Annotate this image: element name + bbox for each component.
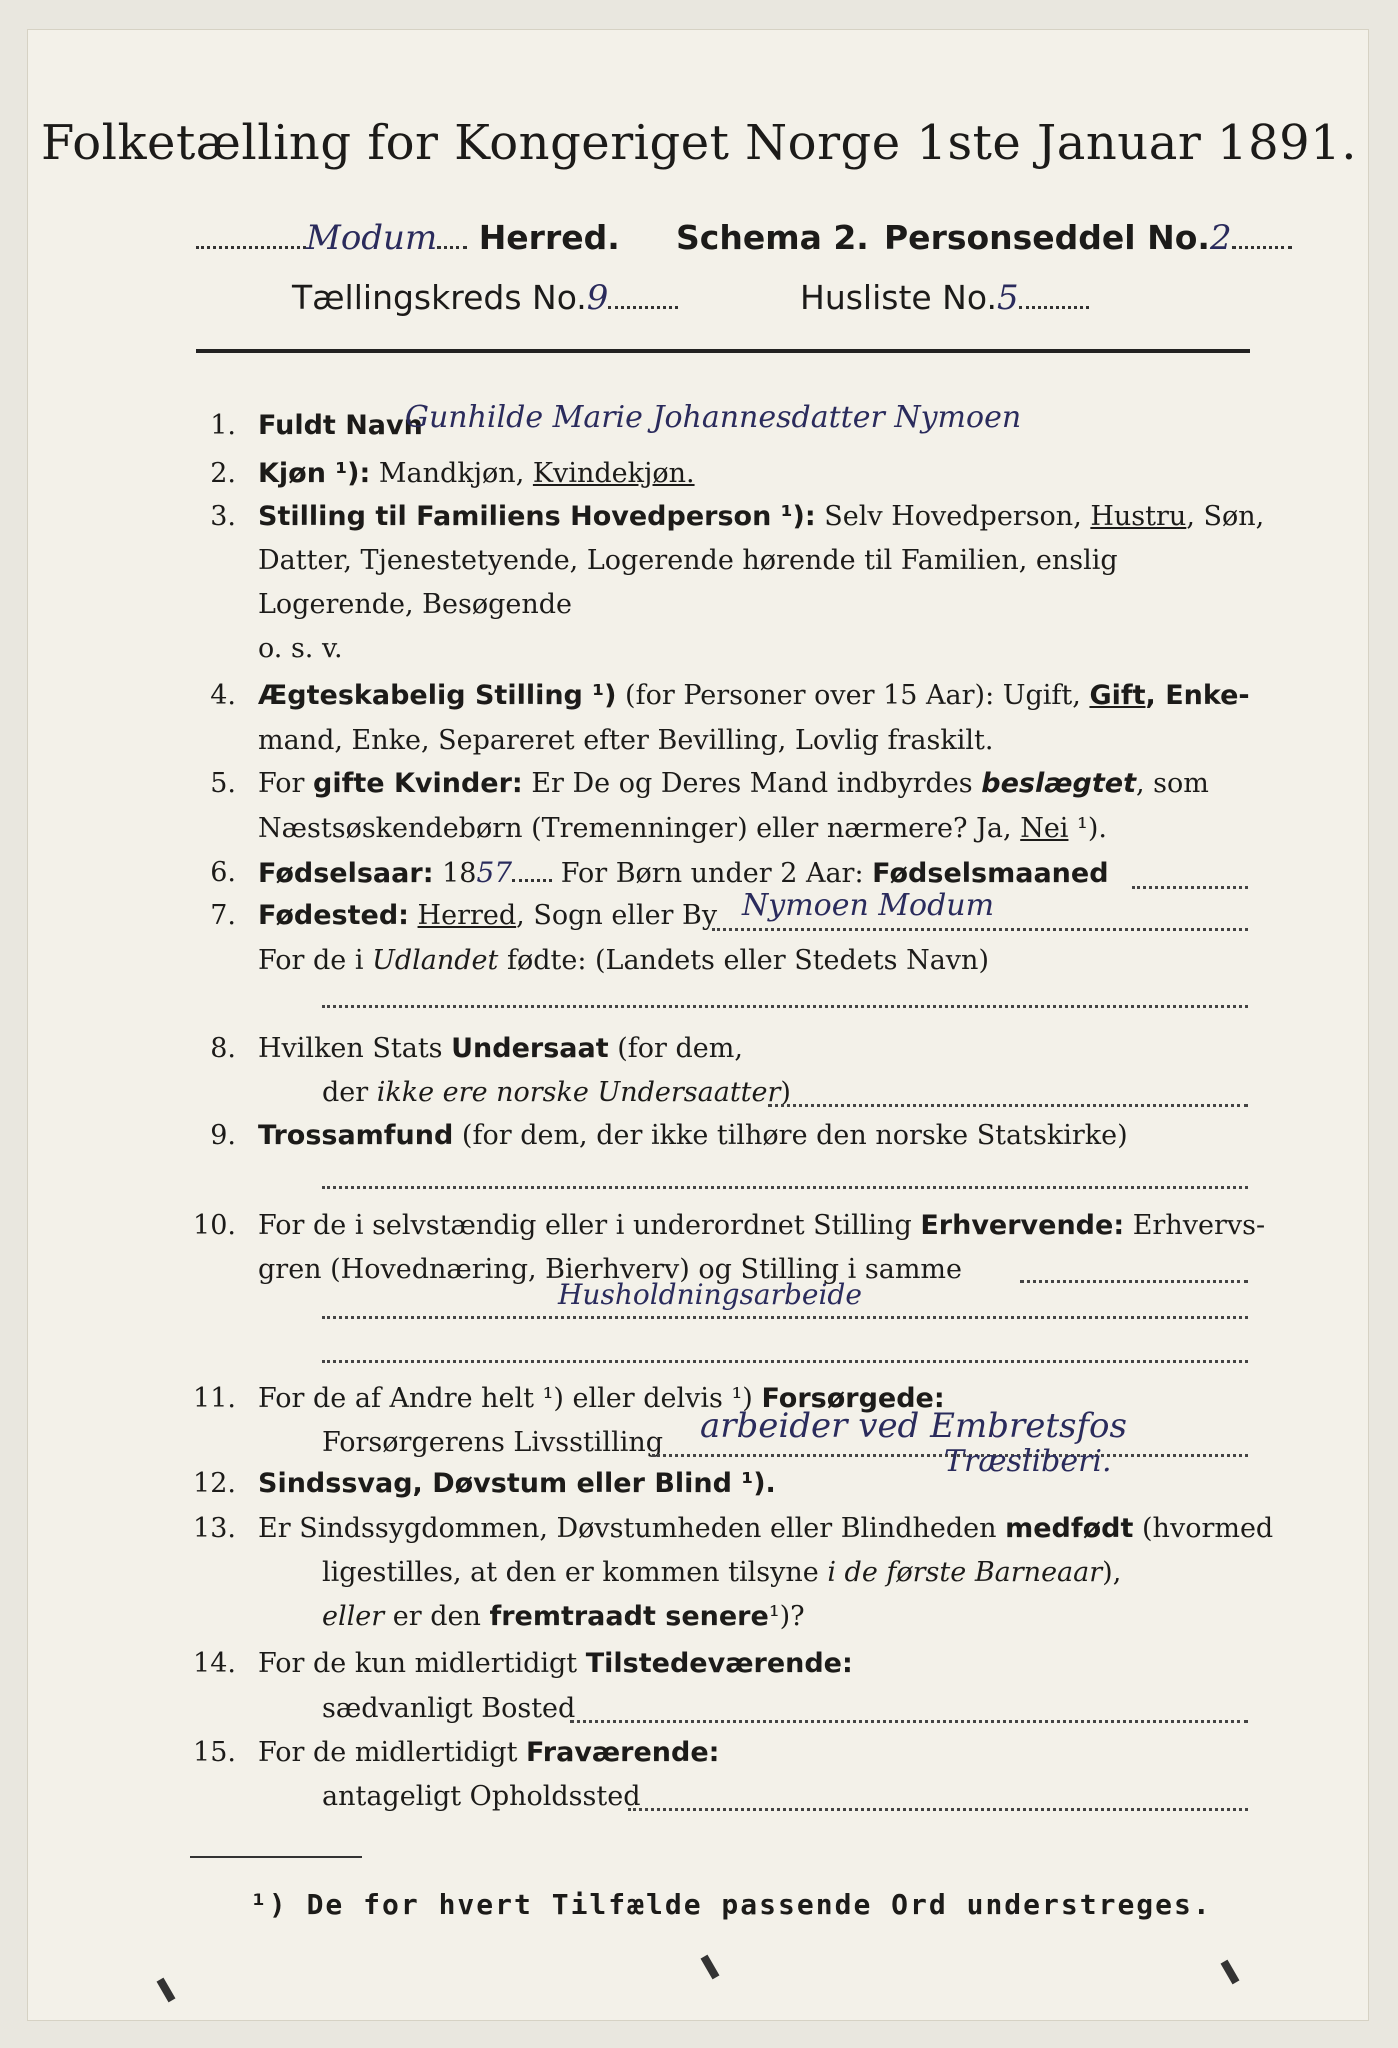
option-text: ligestilles, at den er kommen tilsyne [322,1557,819,1588]
gender-label: Kjøn ¹): [258,458,371,489]
item-number: 15. [193,1737,236,1768]
item-number: 11. [193,1383,236,1414]
family-position-selected: Hustru [1090,501,1187,532]
item-number: 2. [210,458,236,489]
schema-label: Schema 2. [676,218,869,257]
family-position-line4: o. s. v. [258,633,343,664]
birth-year-label: Fødselsaar: [258,858,434,889]
option-text: ¹)? [768,1601,805,1632]
option-text: For de midlertidigt [258,1737,518,1768]
husliste-line [800,278,1089,318]
option-text: For Børn under 2 Aar: [560,858,864,889]
item-number: 5. [210,768,236,799]
option-text: Selv Hovedperson, [824,501,1082,532]
full-name-label: Fuldt Navn [258,410,423,441]
item-number: 8. [210,1033,236,1064]
item-number: 9. [210,1120,236,1151]
herred-value: Modum [306,218,438,258]
item-number: 13. [193,1513,236,1544]
item-number: 4. [210,680,236,711]
occupation-field-2 [322,1316,1248,1319]
item-number: 3. [210,501,236,532]
item-number: 10. [193,1210,236,1241]
option-text: , som [1135,768,1209,799]
probable-residence-label: antageligt Opholdssted [322,1781,641,1812]
birthplace-label: Fødested: [258,900,409,931]
childhood-term: i de første Barneaar [827,1557,1103,1588]
occupation-field-1 [1020,1280,1248,1283]
religion-label: Trossamfund [258,1120,454,1151]
item-number: 6. [210,857,236,888]
birthplace-field [712,928,1248,931]
supporter-occupation-answer-2: Træsliberi. [944,1444,1112,1479]
option-text: Erhvervs- [1132,1210,1266,1241]
option-text: Er Sindssygdommen, Døvstumheden eller Blindheden [258,1513,997,1544]
option-text: , Enke- [1145,680,1250,711]
birthplace-selected: Herred [417,900,517,931]
family-position-line3: Logerende, Besøgende [258,589,572,620]
marital-status-label: Ægteskabelig Stilling ¹) [258,680,617,711]
option-text: For [258,768,305,799]
kinship-question: Næstsøskendebørn (Tremenninger) eller nærmere? Ja, [258,813,1012,844]
family-position-line2: Datter, Tjenestetyende, Logerende hørende til Familien, enslig [258,545,1118,576]
option-text: Hvilken Stats [258,1033,443,1064]
option-text: (for dem, [617,1033,743,1064]
item-number: 7. [210,900,236,931]
footnote-rule [190,1856,362,1858]
marital-status-line2: mand, Enke, Separeret efter Bevilling, Lovlig fraskilt. [258,725,994,756]
gender-option-female: Kvindekjøn. [532,458,695,489]
item-number: 12. [193,1468,236,1499]
option-text: For de kun midlertidigt [258,1648,578,1679]
birth-month-field [1132,886,1248,889]
religion-field [322,1186,1248,1189]
disability-label: Sindssvag, Døvstum eller Blind ¹). [258,1468,776,1499]
husliste-value: 5 [996,278,1019,318]
birth-year-value: 57 [476,856,513,889]
option-text: der [322,1077,369,1108]
item-number: 1. [210,410,236,441]
supporter-occupation-answer: arbeider ved Embretsfos [700,1406,1127,1446]
birth-year-prefix: 18 [442,858,477,889]
later-onset-label: fremtraadt senere [489,1601,769,1632]
abroad-field [322,1005,1248,1008]
abroad-question: fødte: (Landets eller Stedets Navn) [506,945,989,976]
usual-residence-label: sædvanligt Bosted [322,1693,576,1724]
husliste-label: Husliste No. [800,278,997,317]
birthplace-answer: Nymoen Modum [742,888,995,923]
personseddel-value: 2 [1209,218,1232,258]
option-text: er den [392,1601,481,1632]
abroad-term: Udlandet [372,945,499,976]
married-women-label: gifte Kvinder: [313,768,523,799]
personseddel-label: Personseddel No. [884,218,1210,257]
usual-residence-field [570,1720,1248,1723]
occupation-answer: Husholdningsarbeide [558,1278,862,1311]
option-text: For de i selvstændig eller i underordnet Stilling [258,1210,912,1241]
marital-status-selected: Gift [1089,680,1146,711]
option-text: Er De og Deres Mand indbyrdes [531,768,973,799]
personseddel-line [884,218,1292,258]
occupation-line2: gren (Hovednæring, Bierhverv) og Stilling i samme [258,1254,963,1285]
occupation-field-3 [322,1360,1248,1363]
option-text: , Sogn eller By [516,900,718,931]
herred-line [196,218,620,258]
birth-month-label: Fødselsmaaned [872,858,1109,889]
taellingskreds-label: Tællingskreds No. [292,278,587,317]
congenital-label: medfødt [1005,1513,1134,1544]
kinship-answer-selected: Nei [1020,813,1069,844]
option-text: (hvormed [1142,1513,1274,1544]
taellingskreds-value: 9 [586,278,609,318]
temporarily-absent-label: Fraværende: [526,1737,720,1768]
footnote: ¹) De for hvert Tilfælde passende Ord understreges. [250,1888,1212,1921]
occupation-label: Erhvervende: [920,1210,1125,1241]
citizenship-field [768,1104,1248,1107]
citizenship-condition: ikke ere norske Undersaatter [376,1077,781,1108]
option-text: ), [1102,1557,1122,1588]
option-text: For de af Andre helt ¹) eller delvis ¹) [258,1383,753,1414]
option-text: (for Personer over 15 Aar): Ugift, [625,680,1081,711]
kinship-term: beslægtet [981,768,1136,799]
header-rule [196,349,1250,353]
temporarily-present-label: Tilstedeværende: [585,1648,853,1679]
option-text: For de i [258,945,364,976]
herred-label: Herred. [478,218,620,257]
option-text: ) [780,1077,791,1108]
supporter-occupation-label: Forsørgerens Livsstilling [322,1427,664,1458]
taellingskreds-line [292,278,678,318]
gender-option-male: Mandkjøn, [378,458,525,489]
form-title: Folketælling for Kongeriget Norge 1ste Januar 1891. [41,115,1357,171]
family-position-label: Stilling til Familiens Hovedperson ¹): [258,501,816,532]
full-name-answer: Gunhilde Marie Johannesdatter Nymoen [405,400,1022,435]
option-text: , Søn, [1186,501,1265,532]
citizenship-label: Undersaat [451,1033,609,1064]
option-text: ¹). [1077,813,1107,844]
religion-question: (for dem, der ikke tilhøre den norske Statskirke) [461,1120,1128,1151]
option-text: eller [322,1601,385,1632]
probable-residence-field [628,1808,1248,1811]
item-number: 14. [193,1648,236,1679]
supported-label: Forsørgede: [761,1383,945,1414]
